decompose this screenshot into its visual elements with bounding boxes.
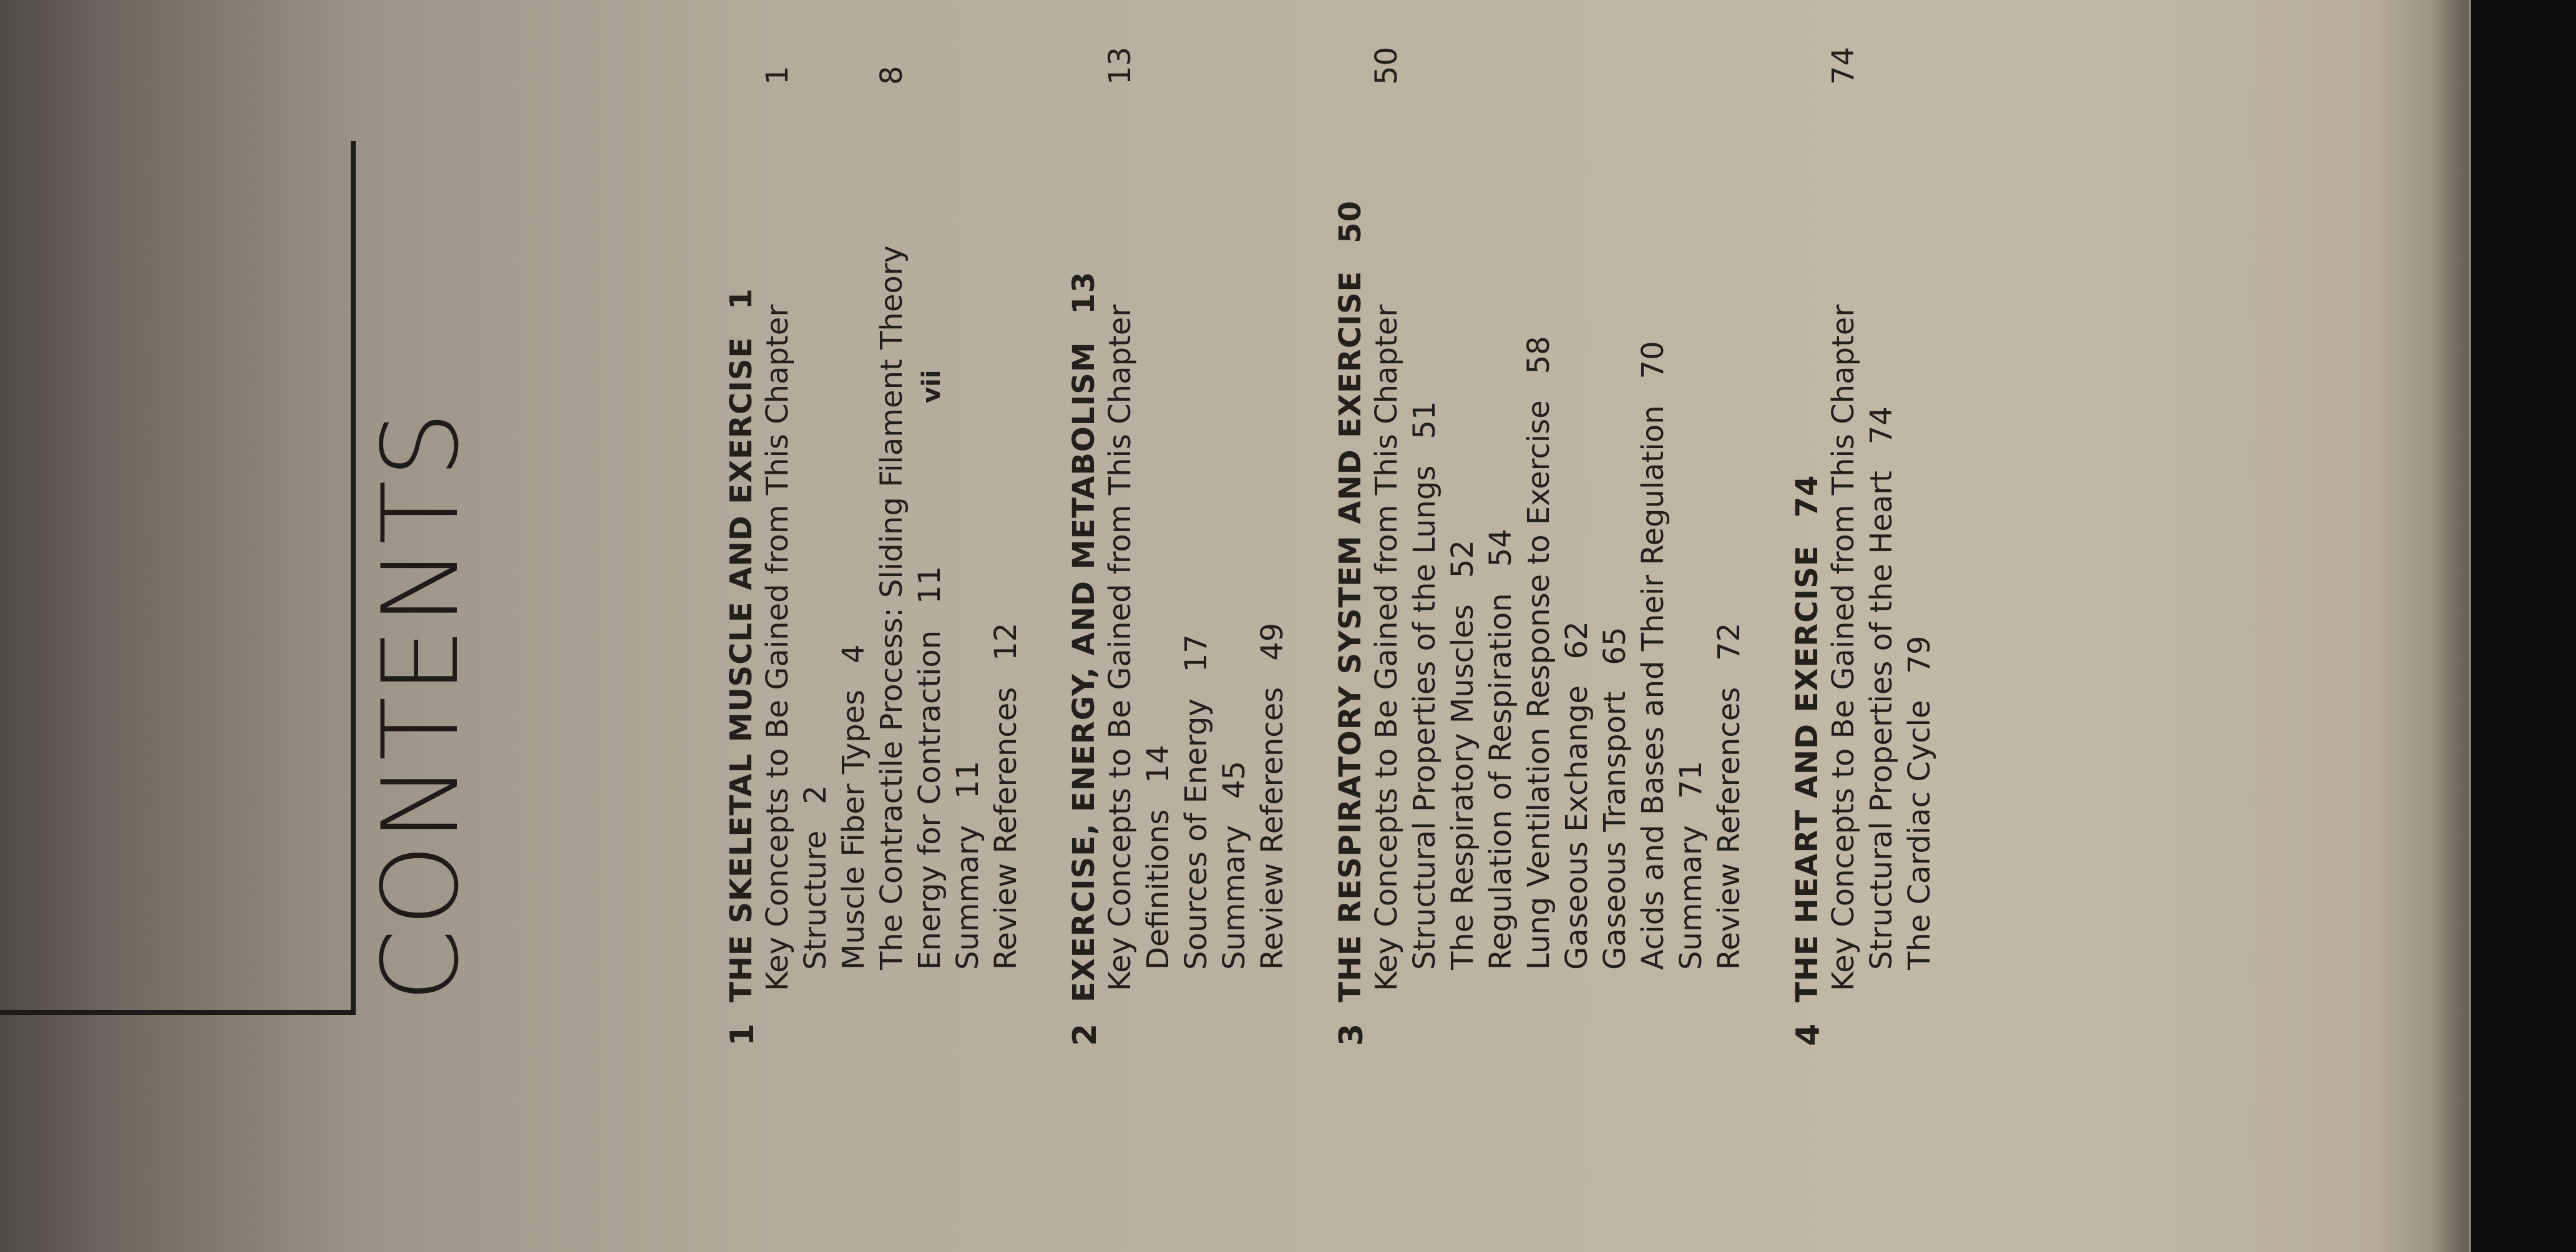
toc-entry-text: The Cardiac Cycle bbox=[1902, 700, 1937, 970]
toc-entry-text: Review References bbox=[988, 687, 1023, 970]
chapter-title bbox=[1066, 271, 1101, 1002]
toc-entry bbox=[1636, 22, 1674, 1046]
toc-entry bbox=[1598, 22, 1636, 1046]
toc-entry-text: Key Concepts to Be Gained from This Chapter bbox=[1826, 304, 1861, 991]
toc-entry-page-number: 1 bbox=[760, 66, 795, 85]
toc-entry-label bbox=[874, 245, 909, 970]
chapter-number: 4 bbox=[1790, 1022, 1827, 1046]
frame-line-horizontal bbox=[351, 141, 356, 1015]
chapter-page-number: 13 bbox=[1066, 271, 1101, 315]
toc-entry-label bbox=[836, 644, 871, 970]
chapter-heading bbox=[1790, 22, 1826, 1046]
toc-entry-page-number: 65 bbox=[1598, 627, 1632, 665]
toc-entry-page-number: 62 bbox=[1559, 621, 1594, 660]
toc-entry bbox=[798, 22, 836, 1046]
toc-entry-page-number: 13 bbox=[1103, 46, 1138, 85]
chapter-heading bbox=[724, 22, 760, 1046]
toc-entry-label bbox=[1179, 634, 1214, 970]
toc-entry-page-number: 74 bbox=[1864, 406, 1899, 445]
toc-entry-page-number: 14 bbox=[1141, 745, 1176, 783]
toc-entry-text: Key Concepts to Be Gained from This Chapter bbox=[1103, 304, 1138, 991]
toc-entry-label bbox=[1864, 406, 1899, 970]
toc-entry bbox=[988, 22, 1027, 1046]
toc-entry-text: Structure bbox=[798, 830, 833, 970]
toc-entry-text: Key Concepts to Be Gained from This Chapter bbox=[1369, 304, 1404, 991]
toc-entry-page-number: 45 bbox=[1217, 760, 1252, 800]
toc-entry-label bbox=[988, 623, 1023, 970]
chapter-number: 1 bbox=[724, 1022, 761, 1046]
toc-entry-page-number: 70 bbox=[1636, 341, 1671, 379]
toc-entry-text: Sources of Energy bbox=[1179, 698, 1214, 970]
chapter-title bbox=[1333, 200, 1368, 1002]
toc-entry-page-number: 74 bbox=[1826, 46, 1861, 85]
frame-line-vertical bbox=[0, 1010, 356, 1015]
toc-entry-page-number: 12 bbox=[988, 622, 1023, 661]
toc-entry bbox=[1445, 22, 1483, 1046]
toc-entry-text: Gaseous Exchange bbox=[1559, 685, 1594, 970]
chapter-number: 2 bbox=[1066, 1022, 1104, 1046]
toc-entry-page-number: 8 bbox=[874, 66, 909, 85]
toc-entry bbox=[912, 22, 950, 1046]
toc-entry-label bbox=[1674, 761, 1709, 970]
toc-entry-text: Structural Properties of the Lungs bbox=[1407, 465, 1442, 970]
toc-entry-label bbox=[912, 566, 947, 970]
toc-entry-label bbox=[950, 761, 985, 970]
toc-entry bbox=[1674, 22, 1712, 1046]
toc-entry bbox=[1483, 22, 1521, 1046]
chapter-heading bbox=[1066, 22, 1103, 1046]
toc-entry-label bbox=[1559, 621, 1594, 970]
toc-entry bbox=[1179, 22, 1217, 1046]
toc-entry-label bbox=[1826, 305, 1861, 991]
toc-entry-text: Energy for Contraction bbox=[912, 630, 947, 970]
chapter-4 bbox=[1790, 22, 1940, 1046]
toc-entry bbox=[950, 22, 988, 1046]
toc-entry-text: Review References bbox=[1712, 687, 1747, 970]
toc-entry-text: Summary bbox=[1674, 825, 1709, 970]
toc-entry-page-number: 50 bbox=[1369, 46, 1404, 85]
toc-entry-text: The Respiratory Muscles bbox=[1445, 604, 1480, 970]
toc-entry bbox=[1521, 22, 1559, 1046]
toc-entry-text: Definitions bbox=[1141, 809, 1176, 970]
toc-entry-label bbox=[1445, 540, 1480, 970]
toc-entry-label bbox=[1902, 636, 1937, 970]
toc-entry bbox=[1559, 22, 1598, 1046]
toc-entry-page-number: 51 bbox=[1407, 401, 1442, 439]
toc-entry-page-number: 2 bbox=[798, 785, 833, 805]
toc-entry bbox=[760, 22, 798, 1046]
toc-entry bbox=[874, 22, 912, 1046]
toc-entry-page-number: 4 bbox=[836, 644, 871, 663]
toc-entry-page-number: 79 bbox=[1902, 635, 1937, 674]
toc-entry-text: Summary bbox=[950, 825, 985, 970]
toc-entry bbox=[1864, 22, 1902, 1046]
toc-entry-label bbox=[1598, 627, 1632, 970]
chapter-number: 3 bbox=[1333, 1022, 1370, 1046]
toc-entry-label bbox=[1407, 401, 1442, 970]
chapter-page-number: 74 bbox=[1790, 474, 1825, 518]
toc-entry-label bbox=[1141, 745, 1176, 970]
toc-entry-page-number: 71 bbox=[1674, 760, 1709, 800]
toc-entry-label bbox=[1255, 623, 1290, 970]
chapter-2 bbox=[1066, 22, 1293, 1046]
chapter-page-number: 50 bbox=[1333, 200, 1368, 243]
toc-entry-label bbox=[1103, 305, 1138, 991]
toc-entry-label bbox=[1217, 761, 1252, 970]
toc-entry bbox=[1141, 22, 1179, 1046]
chapter-3 bbox=[1333, 22, 1750, 1046]
toc-entry bbox=[1103, 22, 1141, 1046]
toc-entry-label bbox=[1521, 336, 1556, 970]
toc-entry-label bbox=[1636, 341, 1671, 970]
toc-entry bbox=[1255, 22, 1293, 1046]
dark-margin bbox=[2471, 0, 2576, 1252]
toc-entry-text: Structural Properties of the Heart bbox=[1864, 471, 1899, 970]
toc-entry-page-number: 58 bbox=[1521, 336, 1556, 374]
toc-entry bbox=[1217, 22, 1255, 1046]
toc-entry bbox=[1407, 22, 1445, 1046]
toc-entry bbox=[1826, 22, 1864, 1046]
toc-entry-page-number: 49 bbox=[1255, 622, 1290, 661]
page-folio: vii bbox=[917, 369, 946, 403]
toc-entry-text: Gaseous Transport bbox=[1598, 691, 1632, 970]
chapter-1 bbox=[724, 22, 1027, 1046]
toc-entry-page-number: 54 bbox=[1483, 529, 1518, 567]
toc-entry-text: Review References bbox=[1255, 687, 1290, 970]
chapter-title-text: EXERCISE, ENERGY, AND METABOLISM bbox=[1066, 341, 1101, 1002]
chapter-title-text: THE SKELETAL MUSCLE AND EXERCISE bbox=[724, 336, 759, 1002]
toc-entry-text: The Contractile Process: Sliding Filament Theory bbox=[874, 245, 909, 970]
chapter-title-text: THE RESPIRATORY SYSTEM AND EXERCISE bbox=[1333, 270, 1368, 1002]
toc-entry-text: Regulation of Respiration bbox=[1483, 593, 1518, 970]
chapter-heading bbox=[1333, 22, 1369, 1046]
toc-entry-label bbox=[1712, 623, 1747, 970]
chapter-page-number: 1 bbox=[724, 288, 759, 310]
chapter-title bbox=[1790, 475, 1825, 1002]
toc-entry bbox=[1712, 22, 1750, 1046]
chapter-title bbox=[724, 288, 759, 1002]
toc-entry-page-number: 72 bbox=[1712, 622, 1747, 661]
toc-entry-text: Summary bbox=[1217, 825, 1252, 970]
toc-entry-label bbox=[1369, 305, 1404, 991]
toc-entry-page-number: 11 bbox=[950, 760, 985, 800]
toc-entry bbox=[836, 22, 874, 1046]
toc-entry-text: Acids and Bases and Their Regulation bbox=[1636, 405, 1671, 970]
toc-entry-label bbox=[798, 785, 833, 970]
table-of-contents bbox=[724, 22, 1980, 1046]
toc-entry bbox=[1369, 22, 1407, 1046]
toc-entry-text: Key Concepts to Be Gained from This Chapter bbox=[760, 304, 795, 991]
page-title: CONTENTS bbox=[359, 409, 482, 1002]
toc-entry bbox=[1902, 22, 1940, 1046]
toc-entry-text: Lung Ventilation Response to Exercise bbox=[1521, 400, 1556, 970]
chapter-title-text: THE HEART AND EXERCISE bbox=[1790, 545, 1825, 1002]
toc-entry-page-number: 52 bbox=[1445, 540, 1480, 579]
toc-entry-label bbox=[760, 305, 795, 991]
toc-entry-label bbox=[1483, 529, 1518, 970]
toc-entry-page-number: 11 bbox=[912, 565, 947, 604]
toc-entry-page-number: 17 bbox=[1179, 634, 1214, 673]
toc-entry-text: Muscle Fiber Types bbox=[836, 689, 871, 970]
